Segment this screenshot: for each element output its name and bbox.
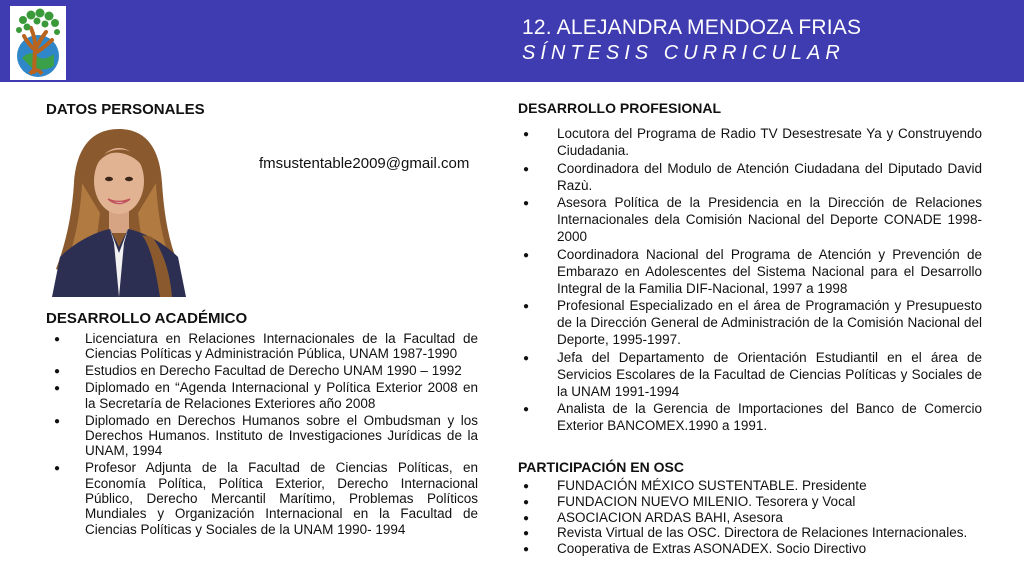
list-item: ● Revista Virtual de las OSC. Directora de Relaciones Internacionales. [518,525,982,541]
header-banner [0,0,1024,82]
list-item: ● Profesor Adjunta de la Facultad de Ciencias Políticas, en Economía Política, Política Exterior, Derecho Internacional Público, Derecho Mercantil Marítimo, Problemas Políticos Mundiales y Organización Internacional en la Facultad de Ciencias Políticas y Sociales de la UNAM 1990- 1994 [50,460,478,537]
personal-data-heading: DATOS PERSONALES [46,101,205,118]
osc-list [518,478,982,557]
academic-list [50,331,478,539]
list-item: ● Asesora Política de la Presidencia en la Dirección de Relaciones Internacionales dela Comisión Nacional del Deporte CONADE 1998-2000 [518,194,982,245]
list-item: ● Estudios en Derecho Facultad de Derecho UNAM 1990 – 1992 [50,363,478,378]
list-item: ● Locutora del Programa de Radio TV Desestresate Ya y Construyendo Ciudadania. [518,125,982,159]
list-item: ● FUNDACION NUEVO MILENIO. Tesorera y Vocal [518,494,982,510]
academic-heading: DESARROLLO ACADÉMICO [46,310,248,327]
list-item: ● Coordinadora Nacional del Programa de Atención y Prevención de Embarazo en Adolescentes del Sistema Nacional para el Desarrollo Integral de la Familia DIF-Nacional, 1997 a 1998 [518,246,982,297]
list-item: ● Diplomado en “Agenda Internacional y Política Exterior 2008 en la Secretaría de Relaciones Exteriores año 2008 [50,380,478,411]
list-item: ● Cooperativa de Extras ASONADEX. Socio Directivo [518,541,982,557]
profile-photo [52,123,186,297]
list-item: ● Analista de la Gerencia de Importaciones del Banco de Comercio Exterior BANCOMEX.1990 a 1991. [518,400,982,434]
professional-heading: DESARROLLO PROFESIONAL [518,100,722,116]
email-address: fmsustentable2009@gmail.com [259,155,470,172]
page-title: 12. ALEJANDRA MENDOZA FRIAS [522,16,862,39]
list-item: ● Licenciatura en Relaciones Internacionales de la Facultad de Ciencias Políticas y Administración Pública, UNAM 1987-1990 [50,331,478,362]
list-item: ● Diplomado en Derechos Humanos sobre el Ombudsman y los Derechos Humanos. Instituto de Investigaciones Jurídicas de la UNAM, 1994 [50,413,478,459]
list-item: ● Coordinadora del Modulo de Atención Ciudadana del Diputado David Razù. [518,160,982,194]
tree-globe-icon [10,6,66,80]
logo [10,6,66,80]
page-subtitle: SÍNTESIS CURRICULAR [522,42,845,64]
list-item: ● FUNDACIÓN MÉXICO SUSTENTABLE. Presidente [518,478,982,494]
professional-list [518,125,982,435]
osc-heading: PARTICIPACIÓN EN OSC [518,459,684,475]
list-item: ● ASOCIACION ARDAS BAHI, Asesora [518,510,982,526]
list-item: ● Profesional Especializado en el área de Programación y Presupuesto de la Dirección General de Administración de la Comisión Nacional del Deporte, 1995-1997. [518,297,982,348]
list-item: ● Jefa del Departamento de Orientación Estudiantil en el área de Servicios Escolares de la Facultad de Ciencias Políticas y Sociales de la UNAM 1991-1994 [518,349,982,400]
